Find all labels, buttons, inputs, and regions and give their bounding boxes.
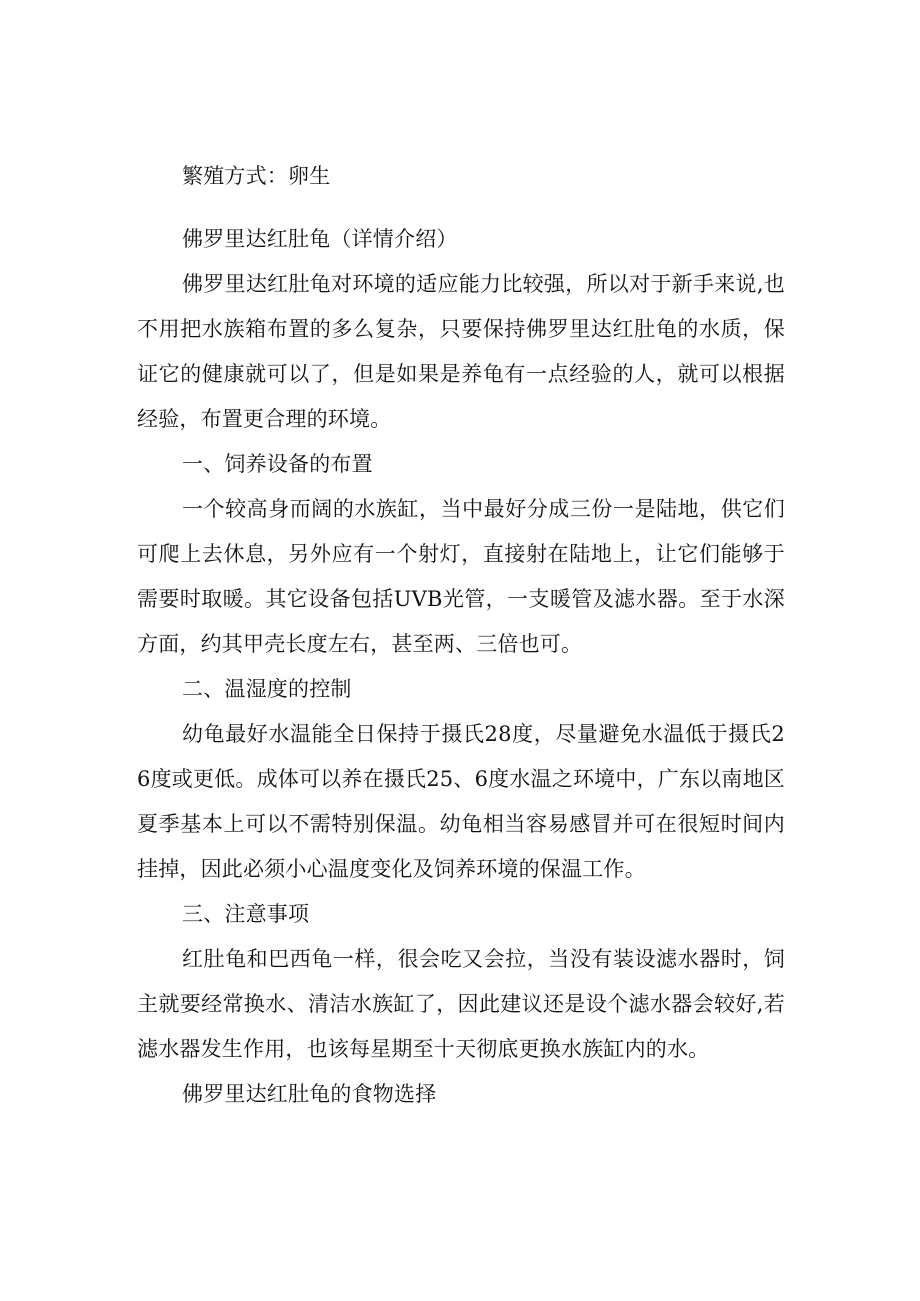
heading-equipment: 一、饲养设备的布置 xyxy=(182,452,373,476)
heading-notes: 三、注意事项 xyxy=(182,902,310,926)
heading-food: 佛罗里达红肚龟的食物选择 xyxy=(182,1082,437,1106)
breeding-method-line: 繁殖方式：卵生 xyxy=(182,164,331,188)
notes-paragraph: 红肚龟和巴西龟一样，很会吃又会拉，当没有装设滤水器时，饲主就要经常换水、清洁水族缸了，因此建议还是设个滤水器会较好,若滤水器发生作用，也该每星期至十天彻底更换水族缸内的水。 xyxy=(137,947,785,1061)
intro-paragraph: 佛罗里达红肚龟对环境的适应能力比较强，所以对于新手来说,也不用把水族箱布置的多么复杂，只要保持佛罗里达红肚龟的水质，保证它的健康就可以了，但是如果是养龟有一点经验的人，就可以根据经验，布置更合理的环境。 xyxy=(137,272,785,431)
temperature-paragraph: 幼龟最好水温能全日保持于摄氏28度，尽量避免水温低于摄氏26度或更低。成体可以养在摄氏25、6度水温之环境中，广东以南地区夏季基本上可以不需特别保温。幼龟相当容易感冒并可在很短时间内挂掉，因此必须小心温度变化及饲养环境的保温工作。 xyxy=(137,722,785,881)
section-title-details: 佛罗里达红肚龟（详情介绍） xyxy=(182,227,458,251)
equipment-paragraph: 一个较高身而阔的水族缸，当中最好分成三份一是陆地，供它们可爬上去休息，另外应有一个射灯，直接射在陆地上，让它们能够于需要时取暖。其它设备包括UVB光管，一支暖管及滤水器。至于水深方面，约其甲壳长度左右，甚至两、三倍也可。 xyxy=(137,497,785,656)
heading-temperature: 二、温湿度的控制 xyxy=(182,677,352,701)
document-body xyxy=(137,154,785,1117)
